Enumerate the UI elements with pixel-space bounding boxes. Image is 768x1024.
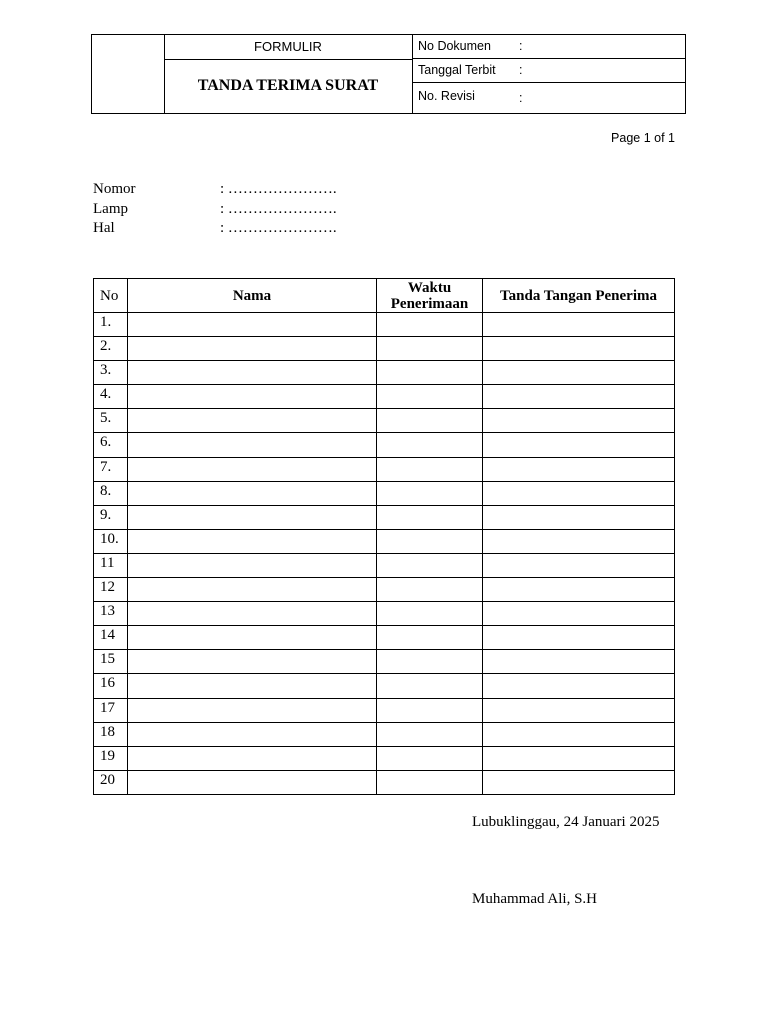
table-row (94, 433, 675, 457)
name-cell (128, 313, 377, 337)
row-number-cell: 8. (94, 481, 128, 505)
signature-cell (483, 457, 675, 481)
signature-cell (483, 361, 675, 385)
name-cell (128, 578, 377, 602)
row-number-cell: 3. (94, 361, 128, 385)
row-number-cell: 1. (94, 313, 128, 337)
name-cell (128, 337, 377, 361)
issue-date-colon: : (519, 63, 523, 77)
table-row (94, 361, 675, 385)
time-cell (377, 361, 483, 385)
signature-cell (483, 313, 675, 337)
time-cell (377, 553, 483, 577)
row-number-cell: 12 (94, 578, 128, 602)
time-cell (377, 746, 483, 770)
time-cell (377, 650, 483, 674)
meta-label: Lamp (93, 200, 128, 217)
name-cell (128, 481, 377, 505)
signature-cell (483, 481, 675, 505)
table-row (94, 529, 675, 553)
row-number-cell: 17 (94, 698, 128, 722)
time-cell (377, 674, 483, 698)
row-number-cell: 13 (94, 602, 128, 626)
time-cell (377, 505, 483, 529)
time-cell (377, 722, 483, 746)
revision-row (412, 83, 685, 113)
col-header-no: No (94, 279, 128, 313)
table-row (94, 674, 675, 698)
signature-cell (483, 409, 675, 433)
row-number-cell: 4. (94, 385, 128, 409)
table-row (94, 409, 675, 433)
time-cell (377, 529, 483, 553)
row-number-cell: 15 (94, 650, 128, 674)
col-header-ttd: Tanda Tangan Penerima (483, 279, 675, 313)
signer-name: Muhammad Ali, S.H (472, 891, 598, 907)
page-number: Page 1 of 1 (611, 131, 675, 145)
signature-cell (483, 529, 675, 553)
time-cell (377, 313, 483, 337)
row-number-cell: 7. (94, 457, 128, 481)
signature-cell (483, 385, 675, 409)
header-title-block (164, 35, 413, 113)
time-cell (377, 578, 483, 602)
logo-placeholder (92, 35, 165, 113)
table-row (94, 481, 675, 505)
table-row (94, 505, 675, 529)
table-row (94, 385, 675, 409)
meta-value: : …………………. (220, 200, 337, 217)
row-number-cell: 18 (94, 722, 128, 746)
receipt-table (93, 278, 675, 795)
name-cell (128, 602, 377, 626)
time-cell (377, 337, 483, 361)
row-number-cell: 20 (94, 770, 128, 794)
signature-cell (483, 746, 675, 770)
row-number-cell: 9. (94, 505, 128, 529)
row-number-cell: 19 (94, 746, 128, 770)
doc-number-row (412, 35, 685, 59)
name-cell (128, 361, 377, 385)
table-row (94, 602, 675, 626)
name-cell (128, 698, 377, 722)
row-number-cell: 11 (94, 553, 128, 577)
meta-value: : …………………. (220, 181, 337, 197)
table-row (94, 337, 675, 361)
signature-cell (483, 650, 675, 674)
doc-number-colon: : (519, 39, 523, 53)
signature-cell (483, 674, 675, 698)
time-cell (377, 481, 483, 505)
document-info-block (412, 35, 685, 113)
meta-label: Nomor (93, 181, 136, 197)
table-row (94, 698, 675, 722)
name-cell (128, 433, 377, 457)
meta-value: : …………………. (220, 220, 337, 236)
row-number-cell: 10. (94, 529, 128, 553)
place-date: Lubuklinggau, 24 Januari 2025 (472, 814, 660, 830)
name-cell (128, 674, 377, 698)
revision-colon: : (519, 91, 523, 105)
signature-cell (483, 770, 675, 794)
signature-cell (483, 602, 675, 626)
table-row (94, 578, 675, 602)
time-cell (377, 698, 483, 722)
time-cell (377, 770, 483, 794)
row-number-cell: 14 (94, 626, 128, 650)
name-cell (128, 746, 377, 770)
name-cell (128, 650, 377, 674)
signature-cell (483, 626, 675, 650)
name-cell (128, 529, 377, 553)
form-title: TANDA TERIMA SURAT (197, 77, 379, 94)
document-header (91, 34, 686, 114)
time-cell (377, 602, 483, 626)
doc-number-label: No Dokumen (418, 39, 491, 53)
row-number-cell: 2. (94, 337, 128, 361)
issue-date-label: Tanggal Terbit (418, 63, 496, 77)
signature-cell (483, 553, 675, 577)
table-row (94, 722, 675, 746)
time-cell (377, 433, 483, 457)
name-cell (128, 385, 377, 409)
col-header-waktu: Waktu Penerimaan (377, 279, 483, 313)
row-number-cell: 5. (94, 409, 128, 433)
table-row (94, 770, 675, 794)
meta-label: Hal (93, 220, 115, 236)
table-row (94, 553, 675, 577)
name-cell (128, 409, 377, 433)
issue-date-row (412, 59, 685, 83)
table-row (94, 313, 675, 337)
table-header-row (94, 279, 675, 313)
signature-cell (483, 433, 675, 457)
time-cell (377, 409, 483, 433)
time-cell (377, 626, 483, 650)
table-row (94, 650, 675, 674)
signature-cell (483, 698, 675, 722)
signature-cell (483, 505, 675, 529)
signature-cell (483, 578, 675, 602)
row-number-cell: 16 (94, 674, 128, 698)
name-cell (128, 505, 377, 529)
col-header-nama: Nama (128, 279, 377, 313)
name-cell (128, 722, 377, 746)
table-row (94, 457, 675, 481)
time-cell (377, 457, 483, 481)
form-label: FORMULIR (164, 35, 412, 60)
table-row (94, 746, 675, 770)
revision-label: No. Revisi (418, 89, 475, 103)
signature-cell (483, 337, 675, 361)
row-number-cell: 6. (94, 433, 128, 457)
name-cell (128, 553, 377, 577)
name-cell (128, 457, 377, 481)
time-cell (377, 385, 483, 409)
signature-cell (483, 722, 675, 746)
name-cell (128, 770, 377, 794)
name-cell (128, 626, 377, 650)
table-row (94, 626, 675, 650)
